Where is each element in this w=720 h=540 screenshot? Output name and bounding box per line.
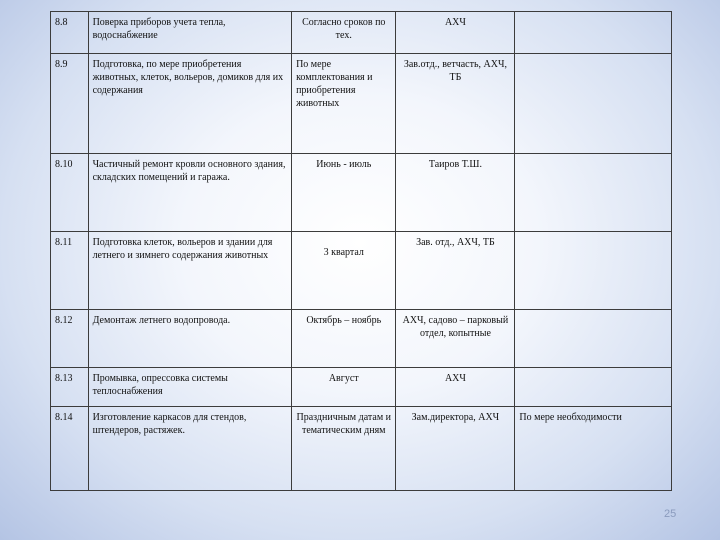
table-row xyxy=(51,310,672,368)
note-cell xyxy=(515,154,672,232)
page-number: 25 xyxy=(664,508,677,520)
note-cell xyxy=(515,232,672,310)
note-cell xyxy=(515,310,672,368)
responsible-cell: Зав.отд., ветчасть, АХЧ, ТБ xyxy=(396,54,515,154)
responsible-cell: Таиров Т.Ш. xyxy=(396,154,515,232)
note-cell xyxy=(515,368,672,407)
table-row xyxy=(51,12,672,54)
task-cell: Подготовка клеток, вольеров и здании для летнего и зимнего содержания животных xyxy=(88,232,292,310)
row-number: 8.13 xyxy=(51,368,89,407)
row-number: 8.8 xyxy=(51,12,89,54)
term-cell: По мере комплектования и приобретения животных xyxy=(292,54,396,154)
note-cell xyxy=(515,54,672,154)
table-row xyxy=(51,368,672,407)
term-cell: Согласно сроков по тех. xyxy=(292,12,396,54)
task-cell: Изготовление каркасов для стендов, штендеров, растяжек. xyxy=(88,407,292,491)
responsible-cell: Зав. отд., АХЧ, ТБ xyxy=(396,232,515,310)
plan-table xyxy=(50,11,672,491)
row-number: 8.12 xyxy=(51,310,89,368)
term-cell: Июнь - июль xyxy=(292,154,396,232)
term-cell: Август xyxy=(292,368,396,407)
responsible-cell: АХЧ xyxy=(396,368,515,407)
task-cell: Промывка, опрессовка системы теплоснабжения xyxy=(88,368,292,407)
term-cell: 3 квартал xyxy=(292,232,396,310)
table-row xyxy=(51,54,672,154)
note-cell xyxy=(515,12,672,54)
responsible-cell: АХЧ, садово – парковый отдел, копытные xyxy=(396,310,515,368)
task-cell: Поверка приборов учета тепла, водоснабжение xyxy=(88,12,292,54)
table-row xyxy=(51,407,672,491)
task-cell: Частичный ремонт кровли основного здания, складских помещений и гаража. xyxy=(88,154,292,232)
row-number: 8.10 xyxy=(51,154,89,232)
responsible-cell: АХЧ xyxy=(396,12,515,54)
table-row xyxy=(51,232,672,310)
row-number: 8.11 xyxy=(51,232,89,310)
task-cell: Подготовка, по мере приобретения животных, клеток, вольеров, домиков для их содержания xyxy=(88,54,292,154)
table-row xyxy=(51,154,672,232)
term-cell: Праздничным датам и тематическим дням xyxy=(292,407,396,491)
term-cell: Октябрь – ноябрь xyxy=(292,310,396,368)
row-number: 8.14 xyxy=(51,407,89,491)
task-cell: Демонтаж летнего водопровода. xyxy=(88,310,292,368)
responsible-cell: Зам.директора, АХЧ xyxy=(396,407,515,491)
row-number: 8.9 xyxy=(51,54,89,154)
note-cell: По мере необходимости xyxy=(515,407,672,491)
